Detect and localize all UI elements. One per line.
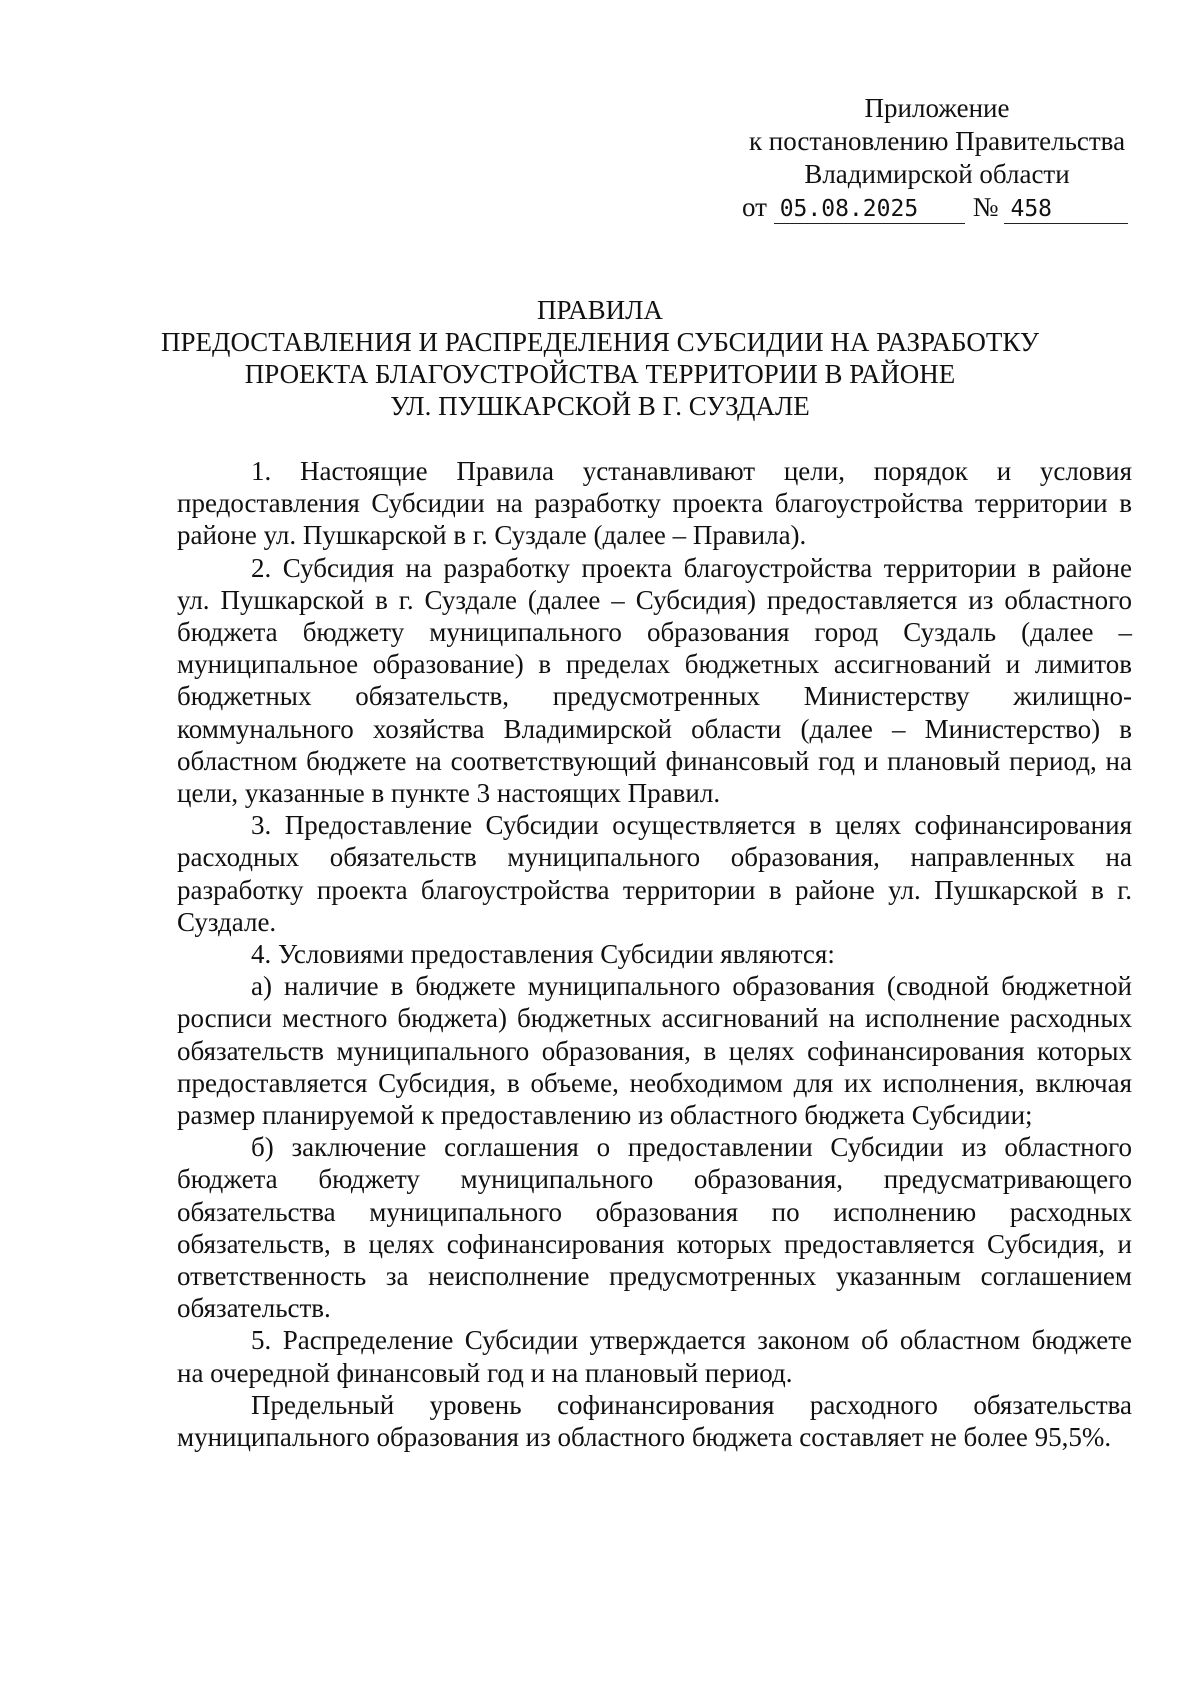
appendix-resolution-ref: к постановлению Правительства [748,126,1126,156]
appendix-header [742,92,1132,224]
paragraph-4a: а) наличие в бюджете муниципального образования (сводной бюджетной росписи местного бюджета) бюджетных ассигнований на исполнение расходных обязательств муниципального образования, в целях софинансирования которых предоставляется Субсидия, в объеме, необходимом для их исполнения, включая размер планируемой к предоставлению из областного бюджета Субсидии; [177,971,1132,1131]
appendix-date-line [742,191,1132,224]
paragraph-1: 1. Настоящие Правила устанавливают цели, порядок и условия предоставления Субсидии на разработку проекта благоустройства территории в районе ул. Пушкарской в г. Суздале (далее – Правила). [177,456,1132,551]
title-line-3: ПРОЕКТА БЛАГОУСТРОЙСТВА ТЕРРИТОРИИ В РАЙОНЕ [244,359,956,389]
paragraph-3: 3. Предоставление Субсидии осуществляется в целях софинансирования расходных обязательств муниципального образования, направленных на разработку проекта благоустройства территории в районе ул. Пушкарской в г. Суздале. [177,810,1132,937]
number-sign: № [972,192,999,222]
document-body [177,455,1132,1453]
appendix-label: Приложение [864,93,1010,123]
paragraph-5: 5. Распределение Субсидии утверждается законом об областном бюджете на очередной финансовый год и на плановый период. [177,1325,1132,1388]
paragraph-2: 2. Субсидия на разработку проекта благоустройства территории в районе ул. Пушкарской в г. Суздале (далее – Субсидия) предоставляется из областного бюджета бюджету муниципального образования город Суздаль (далее – муниципальное образование) в пределах бюджетных ассигнований и лимитов бюджетных обязательств, предусмотренных Министерству жилищно-коммунального хозяйства Владимирской области (далее – Министерство) в областном бюджете на соответствующий финансовый год и плановый период, на цели, указанные в пункте 3 настоящих Правил. [177,552,1132,809]
document-title [150,294,1050,422]
title-line-4: УЛ. ПУШКАРСКОЙ В Г. СУЗДАЛЕ [390,391,810,421]
paragraph-5-cofinancing: Предельный уровень софинансирования расходного обязательства муниципального образования из областного бюджета составляет не более 95,5%. [177,1389,1132,1453]
paragraph-4b: б) заключение соглашения о предоставлении Субсидии из областного бюджета бюджету муниципального образования, предусматривающего обязательства муниципального образования по исполнению расходных обязательств, в целях софинансирования которых предоставляется Субсидия, и ответственность за неисполнение предусмотренных указанным соглашением обязательств. [177,1132,1132,1324]
resolution-date: 05.08.2025 [774,195,965,224]
paragraph-4: 4. Условиями предоставления Субсидии являются: [251,939,835,970]
appendix-region: Владимирской области [804,159,1070,189]
resolution-number: 458 [1004,195,1128,224]
date-prefix: от [742,192,767,222]
title-line-2: ПРЕДОСТАВЛЕНИЯ И РАСПРЕДЕЛЕНИЯ СУБСИДИИ НА РАЗРАБОТКУ [161,327,1039,357]
title-line-1: ПРАВИЛА [537,295,663,325]
